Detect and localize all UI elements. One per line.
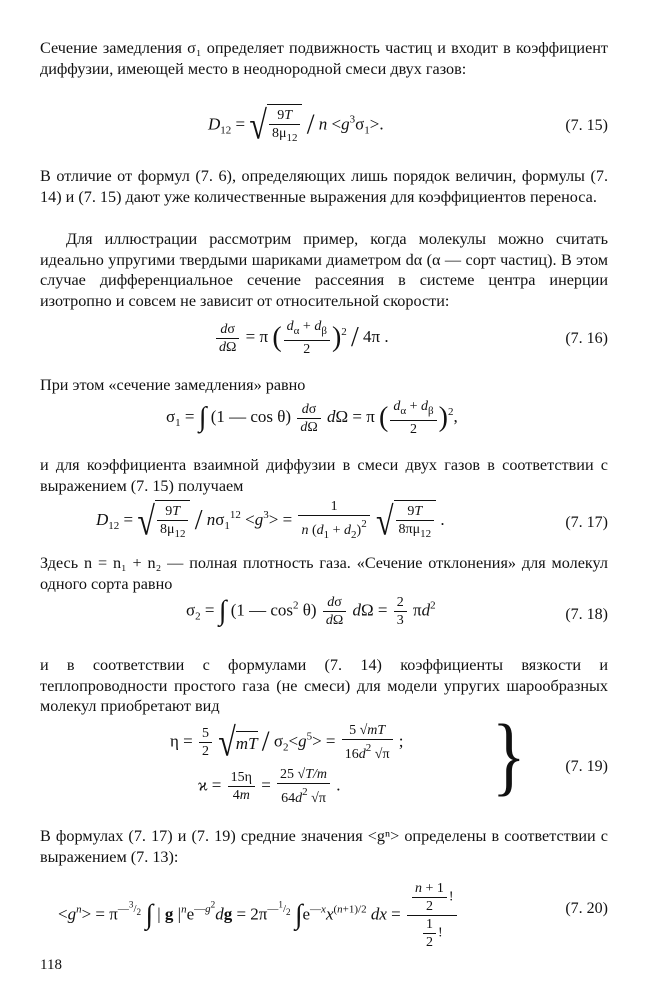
equation-7-20: $<g^n> = \pi^{—^3/_2}$ ∫ | g $|^ne^{—g^2}dg = 2\pi^{—^1/_2}$ $\int e^{—x}x^{(n+1)/2}$ dx = $\frac{n + 1}{2}$ ! $\frac{1}{2}$ ! [58, 880, 459, 951]
equation-7-17: $D_{12}$ = √ $\frac{9T}{8\mu_{12}}$ / $n\sigma_1^{12} <g^3>$ = $\frac{1}{n (d_1 + d_2)^2}$ √ $\frac{9T}{8\pi\mu_{12}}$ . [96, 497, 445, 543]
equation-number-7-18: (7. 18) [565, 606, 608, 623]
equation-7-19-kappa: ϰ = $\frac{15\eta}{4m}$ = $\frac{25 √T/m}{64d^2 √\pi}$ . [198, 767, 341, 806]
paragraph-2: В отличие от формул (7. 6), определяющих лишь порядок величин, формулы (7. 14) и (7. 15) дают уже количественные выражения для коэффициентов переноса. [40, 167, 608, 206]
paragraph-5: и для коэффициента взаимной диффузии в смеси двух газов в соответствии с выражением (7. 15) получаем [40, 456, 608, 495]
equation-7-19-eta: η = $\frac{5}{2}$ $√mT / \sigma_2<g^5>$ = $\frac{5 √mT}{16d^2 √\pi}$ ; [170, 719, 404, 765]
right-brace: } [492, 708, 526, 805]
equation-number-7-20: (7. 20) [565, 900, 608, 917]
page-number: 118 [40, 957, 62, 973]
equation-number-7-16: (7. 16) [565, 330, 608, 347]
equation-7-16: $\frac{d\sigma}{d\Omega}$ = π ( $\frac{d_\alpha + d_\beta}{2}$ )$^2$ / 4π . [214, 318, 389, 358]
equation-sigma1: $\sigma_1$ = ∫ (1 — cos θ) $\frac{d\sigma}{d\Omega}$ dΩ = π ( $\frac{d_\alpha + d_\beta}{2}$ )$^2$, [166, 399, 458, 437]
paragraph-7: и в соответствии с формулами (7. 14) коэффициенты вязкости и теплопроводности простого газа (не смеси) для модели упругих шарообразных молекул приобретают вид [40, 656, 608, 715]
paragraph-8: В формулах (7. 17) и (7. 19) средние значения <gⁿ> определены в соответствии с выражением (7. 13): [40, 827, 608, 866]
paragraph-4: При этом «сечение замедления» равно [40, 376, 306, 394]
equation-7-18: $\sigma_2$ = ∫ (1 — $\cos^2 \theta$) $\frac{d\sigma}{d\Omega}$ dΩ = $\frac{2}{3}$ $\pi d^2$ [186, 595, 436, 628]
paragraph-6: Здесь n = n₁ + n₂ — полная плотность газа. «Сечение отклонения» для молекул одного сорта равно [40, 554, 608, 593]
paragraph-1: Сечение замедления σ₁ определяет подвижность частиц и входит в коэффициент диффузии, имеющей место в неоднородной смеси двух газов: [40, 39, 608, 78]
paragraph-3: Для иллюстрации рассмотрим пример, когда молекулы можно считать идеально упругими твердыми шариками диаметром dα (α — сорт частиц). В этом случае дифференциальное сечение рассеяния в системе центра инерции изотропно и совсем не зависит от относительной скорости: [40, 230, 608, 310]
equation-number-7-17: (7. 17) [565, 514, 608, 531]
equation-number-7-19: (7. 19) [565, 758, 608, 775]
equation-number-7-15: (7. 15) [565, 117, 608, 134]
equation-7-15: $D_{12}$ = √ $\frac{9T}{8\mu_{12}}$ / $n <g^3\sigma_1>$. [208, 102, 384, 148]
